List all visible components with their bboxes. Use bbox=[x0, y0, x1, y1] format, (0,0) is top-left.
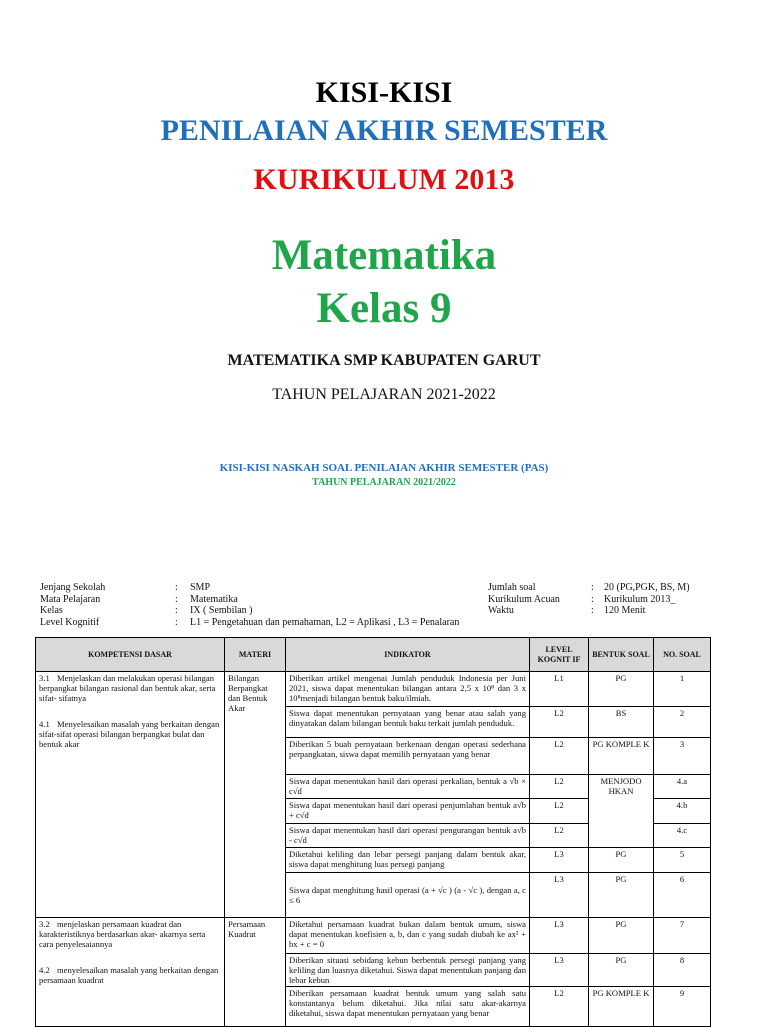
kd-number: 3.2 bbox=[39, 919, 50, 929]
info-label: Jumlah soal bbox=[488, 582, 536, 593]
bentuk-cell: PG KOMPLE K bbox=[589, 987, 654, 1027]
indikator-cell: Diketahui keliling dan lebar persegi panjang dalam bentuk akar, siswa dapat menghitung luas persegi panjang bbox=[286, 848, 530, 873]
info-colon: : bbox=[591, 582, 594, 593]
kd-item bbox=[39, 673, 221, 703]
bentuk-cell: PG bbox=[589, 873, 654, 918]
bentuk-cell: MENJODO HKAN bbox=[589, 775, 654, 848]
no-soal-cell: 6 bbox=[654, 873, 711, 918]
indikator-cell: Diberikan situasi sebidang kebun berbentuk persegi panjang yang keliling dan luasnya diketahui. Siswa dapat menentukan panjang dan lebar kebun bbox=[286, 954, 530, 987]
cover-subject: Matematika bbox=[271, 232, 497, 279]
cover-publisher: MATEMATIKA SMP KABUPATEN GARUT bbox=[227, 352, 541, 369]
level-cell: L1 bbox=[530, 672, 589, 707]
no-soal-cell: 9 bbox=[654, 987, 711, 1027]
info-value: Matematika bbox=[190, 593, 238, 605]
cover-title: KISI-KISI bbox=[315, 76, 453, 109]
level-cell: L3 bbox=[530, 873, 589, 918]
info-value: L1 = Pengetahuan dan pemahaman, L2 = Aplikasi , L3 = Penalaran bbox=[190, 616, 460, 628]
kd-item bbox=[39, 719, 221, 749]
level-cell: L3 bbox=[530, 954, 589, 987]
no-soal-cell: 4.b bbox=[654, 799, 711, 824]
kd-text: menjelaskan persamaan kuadrat dan karakteristiknya berdasarkan akar- akarnya serta cara penyelesaiannya bbox=[39, 919, 206, 949]
info-right bbox=[488, 582, 718, 617]
cover-year: TAHUN PELAJARAN 2021-2022 bbox=[272, 386, 496, 403]
level-cell: L2 bbox=[530, 799, 589, 824]
kisi-kisi-table bbox=[35, 637, 711, 1027]
info-value: 20 (PG,PGK, BS, M) bbox=[604, 582, 690, 593]
no-soal-cell: 5 bbox=[654, 848, 711, 873]
indikator-cell: Diketahui persamaan kuadrat bukan dalam bentuk umum, siswa dapat menentukan koefisien a, b, dan c yang sudah diubah ke ax² + bx + c = 0 bbox=[286, 918, 530, 954]
bentuk-cell: PG bbox=[589, 672, 654, 707]
info-colon: : bbox=[591, 605, 594, 616]
info-row bbox=[40, 605, 480, 617]
info-row bbox=[40, 617, 480, 629]
header-indikator: INDIKATOR bbox=[286, 638, 530, 672]
info-value: Kurikulum 2013_ bbox=[604, 593, 676, 605]
bentuk-cell: BS bbox=[589, 707, 654, 738]
indikator-cell: Diberikan artikel mengenai Jumlah penduduk Indonesia per Juni 2021, siswa dapat menentukan bilangan antara 2,5 x 10⁸ dan 3 x 10⁸menjadi bilangan bentuk baku/ilmiah. bbox=[286, 672, 530, 707]
info-colon: : bbox=[175, 582, 178, 593]
info-row bbox=[488, 582, 718, 594]
header-bentuk-soal: BENTUK SOAL bbox=[589, 638, 654, 672]
cover-grade: Kelas 9 bbox=[316, 285, 452, 332]
table-header-row bbox=[36, 638, 711, 672]
level-cell: L2 bbox=[530, 987, 589, 1027]
info-colon: : bbox=[591, 593, 594, 605]
info-label: Level Kognitif bbox=[40, 616, 100, 628]
no-soal-cell: 3 bbox=[654, 738, 711, 775]
info-value: IX ( Sembilan ) bbox=[190, 605, 253, 616]
no-soal-cell: 2 bbox=[654, 707, 711, 738]
kompetensi-dasar-cell bbox=[36, 672, 225, 918]
level-cell: L2 bbox=[530, 738, 589, 775]
level-cell: L3 bbox=[530, 848, 589, 873]
level-cell: L3 bbox=[530, 918, 589, 954]
info-label: Kurikulum Acuan bbox=[488, 593, 560, 605]
info-label: Jenjang Sekolah bbox=[40, 582, 106, 593]
no-soal-cell: 4.c bbox=[654, 824, 711, 848]
kd-text: Menjelaskan dan melakukan operasi bilangan berpangkat bilangan rasional dan bentuk akar, serta sifat- sifatnya bbox=[39, 673, 216, 703]
kd-item bbox=[39, 965, 221, 985]
indikator-cell: Siswa dapat menentukan pernyataan yang benar atau salah yang dinyatakan dalam bilangan bentuk baku terkait jumlah penduduk. bbox=[286, 707, 530, 738]
kd-number: 4.2 bbox=[39, 965, 50, 975]
doc-header-year: TAHUN PELAJARAN 2021/2022 bbox=[312, 477, 456, 488]
kd-item bbox=[39, 919, 221, 949]
doc-header-title: KISI-KISI NASKAH SOAL PENILAIAN AKHIR SEMESTER (PAS) bbox=[219, 462, 549, 474]
info-row bbox=[40, 594, 480, 606]
no-soal-cell: 7 bbox=[654, 918, 711, 954]
kd-text: menyelesaikan masalah yang berkaitan dengan persamaan kuadrat bbox=[39, 965, 219, 985]
level-cell: L2 bbox=[530, 775, 589, 799]
kd-number: 3.1 bbox=[39, 673, 50, 683]
indikator-cell: Siswa dapat menentukan hasil dari operasi pengurangan bentuk a√b - c√d bbox=[286, 824, 530, 848]
indikator-cell: Siswa dapat menghitung hasil operasi (a + √c ) (a - √c ), dengan a, c ≤ 6 bbox=[286, 873, 530, 918]
info-row bbox=[488, 594, 718, 606]
info-label: Waktu bbox=[488, 605, 514, 616]
bentuk-cell: PG bbox=[589, 954, 654, 987]
kd-text: Menyelesaikan masalah yang berkaitan dengan sifat-sifat operasi bilangan berpangkat bulat dan bentuk akar bbox=[39, 719, 220, 749]
info-left bbox=[40, 582, 480, 628]
info-row bbox=[40, 582, 480, 594]
info-colon: : bbox=[175, 605, 178, 616]
level-cell: L2 bbox=[530, 824, 589, 848]
materi-cell: Persamaan Kuadrat bbox=[225, 918, 286, 1027]
indikator-cell: Siswa dapat menentukan hasil dari operasi perkalian, bentuk a √b × c√d bbox=[286, 775, 530, 799]
bentuk-cell: PG KOMPLE K bbox=[589, 738, 654, 775]
bentuk-cell: PG bbox=[589, 848, 654, 873]
bentuk-cell: PG bbox=[589, 918, 654, 954]
info-label: Mata Pelajaran bbox=[40, 593, 101, 605]
info-value: 120 Menit bbox=[604, 605, 646, 616]
header-level-kognitif: LEVEL KOGNIT IF bbox=[530, 638, 589, 672]
info-value: SMP bbox=[190, 582, 211, 593]
indikator-cell: Diberikan 5 buah pernyataan berkenaan dengan operasi sederhana perpangkatan, siswa dapat memilih pernyataan yang benar bbox=[286, 738, 530, 775]
cover-subtitle: PENILAIAN AKHIR SEMESTER bbox=[160, 114, 608, 147]
no-soal-cell: 4.a bbox=[654, 775, 711, 799]
table-row bbox=[36, 672, 711, 707]
materi-cell: Bilangan Berpangkat dan Bentuk Akar bbox=[225, 672, 286, 918]
info-label: Kelas bbox=[40, 605, 63, 616]
cover-curriculum: KURIKULUM 2013 bbox=[253, 163, 515, 196]
indikator-cell: Siswa dapat menentukan hasil dari operasi penjumlahan bentuk a√b + c√d bbox=[286, 799, 530, 824]
no-soal-cell: 1 bbox=[654, 672, 711, 707]
table-row bbox=[36, 918, 711, 954]
level-cell: L2 bbox=[530, 707, 589, 738]
header-no-soal: NO. SOAL bbox=[654, 638, 711, 672]
header-materi: MATERI bbox=[225, 638, 286, 672]
header-kompetensi-dasar: KOMPETENSI DASAR bbox=[36, 638, 225, 672]
info-colon: : bbox=[175, 616, 178, 628]
info-colon: : bbox=[175, 593, 178, 605]
no-soal-cell: 8 bbox=[654, 954, 711, 987]
kd-number: 4.1 bbox=[39, 719, 50, 729]
kompetensi-dasar-cell bbox=[36, 918, 225, 1027]
indikator-cell: Diberikan persamaan kuadrat bentuk umum yang salah satu konstantanya belum diketahui. Jika nilai satu akar-akarnya diketahui, siswa dapat menentukan pernyataan yang benar bbox=[286, 987, 530, 1027]
info-row bbox=[488, 605, 718, 617]
